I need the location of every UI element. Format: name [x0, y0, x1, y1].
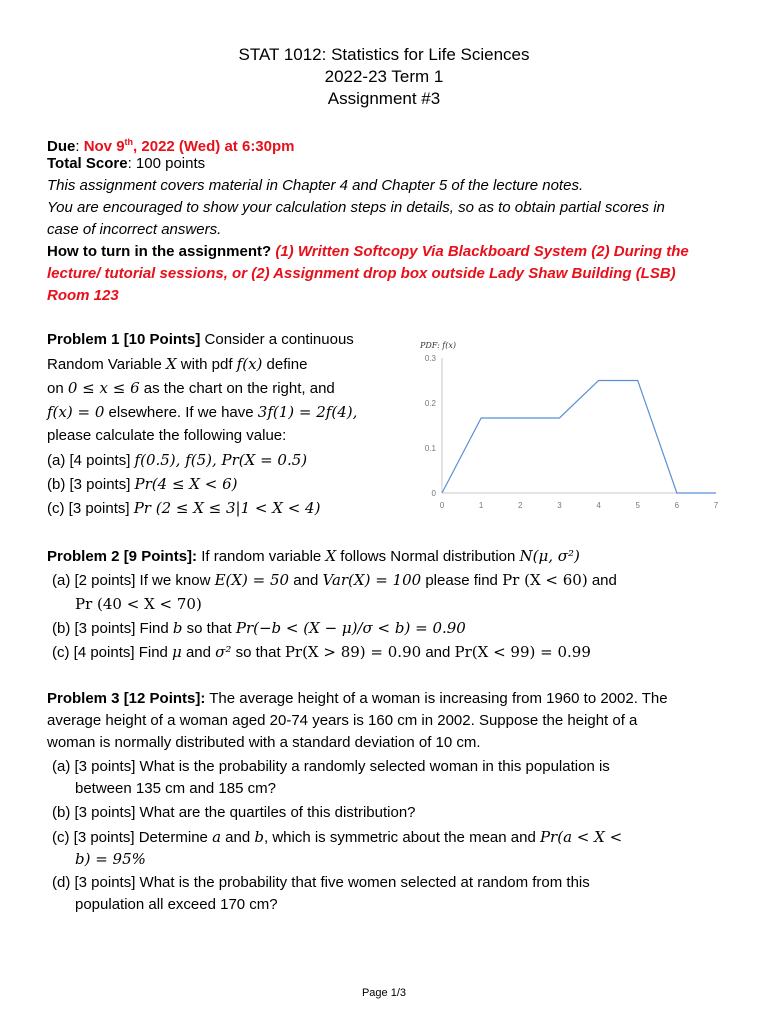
problem1-line1: Problem 1 [10 Points] Consider a continuous	[47, 331, 354, 348]
problem2-part-b: (b) [3 points] Find b so that Pr(−b < (X − μ)/σ < b) = 0.90	[52, 619, 466, 637]
problem3-part-b: (b) [3 points] What are the quartiles of this distribution?	[52, 804, 416, 821]
problem1-label: Problem 1 [10 Points]	[47, 331, 201, 348]
x-tick-label: 3	[557, 501, 562, 510]
x-tick-label: 4	[596, 501, 601, 510]
problem3-part-d: (d) [3 points] What is the probability that five women selected at random from this	[52, 874, 590, 891]
problem1-part-b: (b) [3 points] Pr(4 ≤ X < 6)	[47, 475, 238, 493]
course-title: STAT 1012: Statistics for Life Sciences	[238, 45, 530, 64]
y-tick-label: 0.2	[424, 399, 436, 408]
y-tick-label: 0	[431, 489, 436, 498]
chart-title: PDF: f(x)	[420, 341, 457, 350]
encourage-text-1: You are encouraged to show your calculation steps in details, so as to obtain partial scores in	[47, 199, 665, 216]
problem3-part-a: (a) [3 points] What is the probability a randomly selected woman in this population is	[52, 758, 610, 775]
problem2-part-c: (c) [4 points] Find μ and σ² so that Pr(X > 89) = 0.90 and Pr(X < 99) = 0.99	[52, 643, 591, 661]
problem3-part-c-cont: b) = 95%	[75, 850, 146, 868]
due-value: Nov 9th, 2022 (Wed) at 6:30pm	[83, 137, 295, 155]
due-line: Due: Nov 9th, 2022 (Wed) at 6:30pm	[47, 137, 295, 155]
x-tick-label: 1	[478, 501, 484, 510]
page-number: Page 1/3	[361, 987, 407, 999]
problem2-label: Problem 2 [9 Points]:	[47, 548, 198, 565]
x-tick-label: 7	[713, 501, 719, 510]
turn-in-line-2: lecture/ tutorial sessions, or (2) Assignment drop box outside Lady Shaw Building (LSB)	[47, 265, 676, 282]
score-label: Total Score	[47, 155, 128, 172]
problem3-part-d-cont: population all exceed 170 cm?	[75, 896, 278, 913]
x-tick-label: 6	[674, 501, 680, 510]
encourage-text-2: case of incorrect answers.	[47, 221, 222, 238]
problem3-label: Problem 3 [12 Points]:	[47, 690, 206, 707]
y-tick-label: 0.1	[424, 444, 436, 453]
problem2-part-a-cont: Pr (40 < X < 70)	[75, 595, 202, 613]
coverage-text: This assignment covers material in Chapter 4 and Chapter 5 of the lecture notes.	[47, 177, 584, 194]
problem2-intro: Problem 2 [9 Points]: If random variable X follows Normal distribution N(μ, σ²)	[47, 547, 580, 565]
turn-in-line-3: Room 123	[47, 287, 119, 304]
due-label: Due	[47, 138, 76, 155]
problem3-part-a-cont: between 135 cm and 185 cm?	[75, 780, 276, 797]
score-value: : 100 points	[127, 155, 206, 172]
problem1-part-c: (c) [3 points] Pr (2 ≤ X ≤ 3|1 < X < 4)	[47, 499, 321, 517]
term-title: 2022-23 Term 1	[324, 67, 444, 86]
problem3-line1: Problem 3 [12 Points]: The average height of a woman is increasing from 1960 to 2002. The	[47, 690, 668, 707]
pdf-chart	[408, 338, 728, 518]
x-tick-label: 5	[635, 501, 640, 510]
problem3-line3: woman is normally distributed with a standard deviation of 10 cm.	[47, 734, 481, 751]
problem2-part-a: (a) [2 points] If we know E(X) = 50 and Var(X) = 100 please find Pr (X < 60) and	[52, 571, 617, 589]
score-line	[47, 153, 205, 175]
turn-in-label: How to turn in the assignment?	[47, 243, 272, 260]
problem1-line3: on 0 ≤ x ≤ 6 as the chart on the right, and	[47, 379, 335, 397]
y-tick-label: 0.3	[424, 354, 436, 363]
problem1-line4: f(x) = 0 elsewhere. If we have 3f(1) = 2f(4),	[47, 403, 358, 421]
problem1-line5: please calculate the following value:	[47, 427, 287, 444]
pdf-series-line	[442, 381, 716, 494]
problem1-part-a: (a) [4 points] f(0.5), f(5), Pr(X = 0.5)	[47, 451, 308, 469]
assignment-title: Assignment #3	[327, 89, 441, 108]
turn-in-line-1: How to turn in the assignment? (1) Written Softcopy Via Blackboard System (2) During the	[47, 243, 689, 260]
problem3-line2: average height of a woman aged 20-74 years is 160 cm in 2002. Suppose the height of a	[47, 712, 638, 729]
problem1-line2: Random Variable X with pdf f(x) define	[47, 355, 308, 373]
x-tick-label: 0	[439, 501, 445, 510]
problem3-part-c: (c) [3 points] Determine a and b, which is symmetric about the mean and Pr(a < X <	[52, 828, 623, 846]
x-tick-label: 2	[518, 501, 523, 510]
